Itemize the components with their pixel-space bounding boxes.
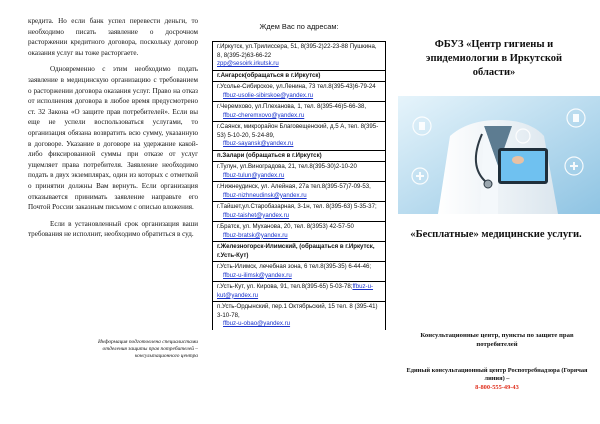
address-text: п.Усть-Ордынский, пер.1 Октябрьский, 15 тел. 8 (395-41) 3-10-78, [217,303,378,319]
address-text: г.Иркутск, ул.Трилиссера, 51, 8(395-2)22-23-88 Пушкина, 8, 8(395-2)63-66-22 [217,43,377,59]
address-row [213,122,385,151]
address-row [213,82,385,102]
address-text: г.Братск, ул. Муханова, 20, тел. 8(3953) 42-57-50 [217,223,354,230]
address-text: г.Нижнеудинск, ул. Алейная, 27а тел.8(395-57)7-09-53, [217,183,371,190]
paragraph-credit: кредита. Но если банк успел перевести деньги, то необходимо писать заявление о досрочном расторжении кредитного договора, поскольку договор оказания услуг вы тоже расторгаете. [28,17,198,57]
address-row [213,162,385,182]
email-link[interactable]: ffbuz-tulun@yandex.ru [223,171,285,179]
address-row [213,182,385,202]
hotline-label: Единый консультационный центр Роспотребнадзора (Горячая линия) – [406,367,588,383]
address-row [213,42,385,71]
address-text: г.Тулун, ул.Виноградова, 21, тел.8(395-30)2-10-20 [217,163,357,170]
address-row [213,222,385,242]
hotline-block [406,367,588,392]
address-row [213,282,385,302]
address-row [213,102,385,122]
address-row [213,262,385,282]
email-link[interactable]: ffbuz-bratsk@yandex.ru [223,231,288,239]
address-row [213,151,385,163]
consult-center-title: Консультационные центр, пункты по защите прав потребителей [420,332,574,348]
addresses-column [212,19,386,424]
address-note: п.Залари (обращаться в г.Иркутск) [217,151,322,159]
paragraph-court: Если в установленный срок организация ваши требования не исполнит, необходимо обратиться в суд. [28,219,198,239]
address-text: г.Усть-Кут, ул. Кирова, 91, тел.8(395-65) 5-03-78; [217,283,353,290]
leaflet-text-column [28,16,198,416]
address-row [213,202,385,222]
cover-column [398,0,600,424]
paragraph-cancel-contract: Одновременно с этим необходимо подать заявление в медицинскую организацию с требованием о расторжении договора оказания услуг. Право на отказ от исполнения договора в любое время предусмотрено ст. 32 Закона «О защите прав потребителей». Если вы еще не успели воспользоваться услугами, то организация обязана возвратить всю сумму, указанную в договоре. Указание в договоре на удержание какой-либо фиксированной суммы при отказе от услуг ущемляет права потребителя. Заявление необходимо подать в двух экземплярах, один из которых с отметкой о принятии должны Вам вернуть. Если организация отказывается принимать заявление направьте его Почтой России заказным письмом с описью вложения. [28,65,198,212]
organization-title: ФБУЗ «Центр гигиены и эпидемиологии в Иркутской области» [425,39,563,78]
email-link[interactable]: zpp@sesoirk.irkutsk.ru [217,60,279,67]
address-note: г.Ангарск(обращаться в г.Иркутск) [217,71,321,79]
address-row [213,242,385,262]
addresses-heading: Ждем Вас по адресам: [259,22,339,31]
address-text: г.Тайшет,ул.Старобазарная, 3-1н, тел. 8(395-63) 5-35-37; [217,203,377,210]
email-link[interactable]: ffbuz-usolie-sibirskoe@yandex.ru [223,91,314,99]
email-link[interactable]: ffbuz-u-kut@yandex.ru [217,283,374,299]
addresses-table [212,41,386,330]
address-text: г.Усть-Илимск, лечебная зона, 6 тел.8(395-35) 6-44-46; [217,263,372,270]
email-link[interactable]: ffbuz-u-obao@yandex.ru [223,320,291,327]
doctor-tablet-photo [398,96,600,214]
email-link[interactable]: ffbuz-cheremxovo@yandex.ru [223,111,305,119]
address-text: г.Черемхово, ул.Плеханова, 1, тел. 8(395-46)5-66-38, [217,103,367,110]
email-link[interactable]: ffbuz-taishet@yandex.ru [223,211,290,219]
address-row [213,302,385,330]
email-link[interactable]: ffbuz-sayansk@yandex.ru [223,140,294,147]
author-note: Информация подготовлена специалистами отделения защиты прав потребителей – консультационного центра [98,339,198,359]
address-row [213,71,385,83]
address-note: г.Железногорск-Илимский, (обращаться в г.Иркутск, г.Усть-Кут) [217,243,375,259]
email-link[interactable]: ffbuz-u-ilimsk@yandex.ru [223,271,292,279]
email-link[interactable]: ffbuz-nizhneudinsk@yandex.ru [223,191,307,199]
address-text: г.Саянск, микрорайон Благовещенский, д.5 А, тел. 8(395-53) 5-10-20, 5-24-89, [217,123,379,139]
address-text: г.Усолье-Сибирское, ул.Ленина, 73 тел.8(395-43)6-79-24 [217,83,376,90]
services-title: «Бесплатные» медицинские услуги. [410,229,582,240]
hotline-phone[interactable]: 8-800-555-49-43 [475,383,519,391]
